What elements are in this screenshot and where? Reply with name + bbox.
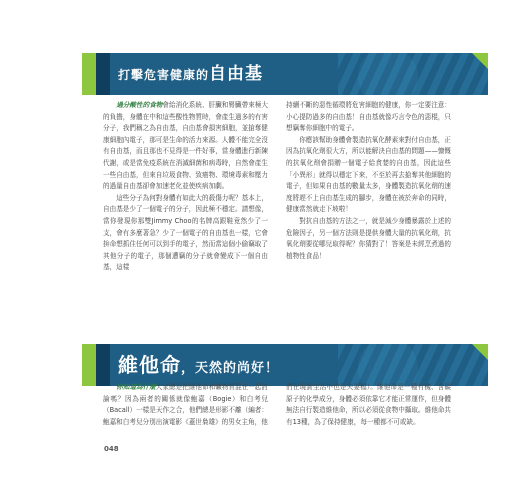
text-column-left (103, 100, 268, 274)
page-number: 048 (104, 445, 119, 453)
paragraph-text: 大家總是把維他命和礦物質混在一起討論嗎？因為兩者的關係就像鮑嘉（Bogie）和白考兒（Bacall）一樣是天作之合，他們總是形影不離（編者：鮑嘉和白考兒分別出演電影《蓋世梟雄》的男女主角，他 (103, 383, 269, 426)
section-banner-vitamins (96, 344, 488, 386)
banner-bracket-decoration (96, 344, 110, 386)
paragraph (103, 100, 268, 193)
heading-emphasis: 自由基 (209, 64, 264, 84)
section-heading (118, 344, 279, 386)
lead-in-phrase: 你知道為什麼 (116, 383, 156, 391)
section-tab-accent (82, 344, 96, 386)
paragraph: 持續不斷的惡性循環將危害細胞的健康，你一定要注意：小心提防過多的自由基！自由基就像巧言令色的惡棍，只想竊奪你細胞中的電子。 (286, 101, 451, 133)
banner-bracket-decoration (96, 53, 110, 95)
paragraph: 這些分子為何對身體有如此大的殺傷力呢？基本上，自由基是少了一個電子的分子，因此極不穩定。請想像，當你發現你那雙Jimmy Choo的名牌高跟鞋竟然少了一支，會有多麼著急？少了一個電子的自由基也一樣，它會拚命想抓住任何可以到手的電子，然而當這個小偷竊取了其他分子的電子，那個遭竊的分子就會變成下一個自由基，這樣 (103, 193, 268, 272)
paragraph: 們在現實生活中也是夫妻檔）。維他命是一種有機、含碳原子的化學成分，身體必須依靠它才能正常運作，但身體無法自行製造維他命，所以必須從食物中攝取。維他命共有13種，為了保持健康，每一種都不可或缺。 (286, 383, 451, 426)
banner-corner-decoration (472, 53, 488, 69)
section-banner-free-radicals (96, 53, 488, 95)
paragraph: 對抗自由基的方法之一，就是減少身體暴露於上述的危險因子，另一個方法則是提供身體大量的抗氧化劑，抗氧化劑要從哪兒取得呢？你猜對了！答案是未經烹煮過的植物性食品！ (286, 216, 451, 260)
text-column-left (103, 382, 268, 428)
section-heading (118, 53, 263, 95)
paragraph: 你應該幫助身體會製造抗氧化酵素來對付自由基，正因為抗氧化劑很大方，所以能解決自由基的問題——慷慨的抗氧化劑會捐贈一個電子給貪婪的自由基，因此這些「小異形」就得以穩定下來，不至於再去搶奪其他細胞的電子，但如果自由基的數量太多，身體製造抗氧化劑的速度將趕不上自由基生成的腳步，身體在被於奔命的同時，健康當然就走下坡啦！ (286, 135, 451, 214)
text-column-right (286, 100, 451, 262)
banner-starburst-decoration (338, 53, 488, 95)
paragraph (103, 382, 268, 428)
banner-corner-decoration (472, 344, 488, 360)
heading-prefix: 打擊危害健康的 (118, 68, 210, 82)
heading-suffix: ，天然的尚好！ (181, 361, 280, 376)
paragraph-text: 會給消化系統、肝臟和腎臟帶來極大的負擔，身體在中和這些酸性物質時，會產生過多的有害分子，我們稱之為自由基，自由基會損害細胞，並搶奪健康細胞內電子，那可是生命的活力來源。人體不能完全沒有自由基，而且那也不見得是一件好事，當身體進行新陳代謝，或是當免疫系統在消滅細菌和病毒時，自然會產生一些自由基，但來自垃圾食物、致癌物、環境毒素和壓力的過量自由基卻會加速老化並使疾病加劇。 (103, 101, 269, 191)
banner-starburst-decoration (338, 344, 488, 386)
heading-emphasis: 維他命 (118, 353, 181, 377)
lead-in-phrase: 過分酸性的食物 (116, 101, 163, 109)
section-tab-accent (82, 53, 96, 95)
text-column-right (286, 382, 451, 428)
